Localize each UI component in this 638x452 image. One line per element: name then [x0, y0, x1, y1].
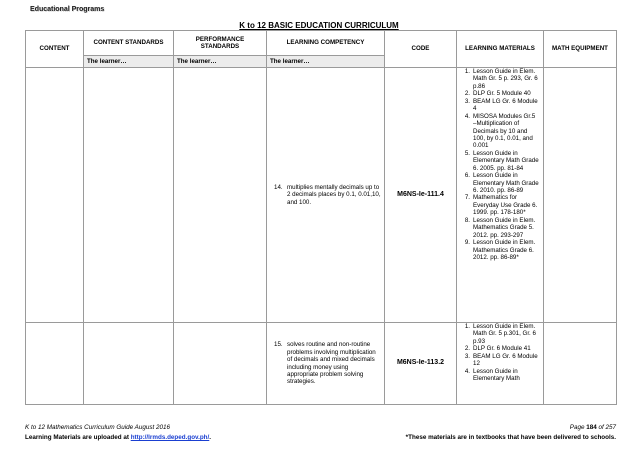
material-number: 9.: [464, 239, 470, 247]
content-standards-cell: [84, 323, 174, 405]
material-item: [460, 323, 540, 345]
material-text: Lesson Guide in Elem. Math Gr. 5 p. 293, Gr. 6 p.86: [473, 68, 538, 90]
material-number: 3.: [464, 97, 470, 105]
competency-cell: [267, 68, 385, 323]
material-text: BEAM LG Gr. 6 Module 4: [473, 97, 538, 113]
material-text: MISOSA Modules Gr.5 –Multiplication of Decimals by 10 and 100, by 0.1, 0.01, and 0.001: [473, 112, 536, 150]
material-text: DLP Gr. 6 Module 41: [473, 345, 531, 353]
content-cell: [26, 68, 84, 323]
code-cell: M6NS-Ie-111.4: [385, 68, 457, 323]
material-item: [460, 68, 540, 90]
material-number: 7.: [464, 194, 470, 202]
document-title: K to 12 BASIC EDUCATION CURRICULUM: [239, 21, 399, 30]
subheader-content-standards: The learner…: [84, 56, 174, 68]
material-item: [460, 150, 540, 172]
material-item: [460, 90, 540, 97]
header-row: [26, 31, 617, 56]
materials-list: [460, 68, 540, 261]
materials-cell: [457, 323, 544, 405]
table-row: [26, 68, 617, 323]
material-item: [460, 239, 540, 261]
material-number: 4.: [464, 112, 470, 120]
equipment-cell: [544, 68, 617, 323]
equipment-cell: [544, 323, 617, 405]
material-item: [460, 172, 540, 194]
footer-guide-title: K to 12 Mathematics Curriculum Guide August 2016: [25, 424, 171, 431]
material-item: [460, 353, 540, 368]
material-number: 8.: [464, 216, 470, 224]
header-learning-materials: LEARNING MATERIALS: [457, 31, 544, 68]
competency-number: 14.: [274, 183, 283, 191]
materials-cell: [457, 68, 544, 323]
material-item: [460, 113, 540, 150]
material-number: 2.: [464, 90, 470, 98]
content-standards-cell: [84, 68, 174, 323]
competency-cell: [267, 323, 385, 405]
watermark: Educational Programs: [30, 6, 105, 13]
material-text: Lesson Guide in Elem. Mathematics Grade 6. 2012. pp. 86-89*: [473, 239, 536, 261]
material-text: Lesson Guide in Elementary Math: [473, 367, 520, 383]
material-item: [460, 98, 540, 113]
material-item: [460, 368, 540, 383]
competency-text: solves routine and non-routine problems involving multiplication of decimals and mixed decimals including money using appropriate problem solving strategies.: [287, 341, 376, 386]
material-text: Lesson Guide in Elementary Math Grade 6. 2010. pp. 86-89: [473, 172, 539, 194]
competency-number: 15.: [274, 341, 283, 349]
material-text: Lesson Guide in Elem. Math Gr. 5 p.301, Gr. 6 p.93: [473, 323, 536, 345]
material-item: [460, 345, 540, 352]
code-cell: M6NS-Ie-113.2: [385, 323, 457, 405]
material-text: BEAM LG Gr. 6 Module 12: [473, 352, 538, 368]
header-learning-competency: LEARNING COMPETENCY: [267, 31, 385, 56]
curriculum-table: [25, 30, 617, 405]
material-number: 1.: [464, 68, 470, 75]
content-cell: [26, 323, 84, 405]
material-text: DLP Gr. 5 Module 40: [473, 90, 531, 98]
competency-text: multiplies mentally decimals up to 2 decimals places by 0.1, 0.01,10, and 100.: [287, 183, 381, 206]
material-text: Mathematics for Everyday Use Grade 6. 1999. pp. 178-180*: [473, 194, 538, 217]
footer-upload-note: Learning Materials are uploaded at http://lrmds.deped.gov.ph/.: [25, 434, 212, 441]
material-number: 2.: [464, 345, 470, 353]
performance-standards-cell: [174, 323, 267, 405]
material-number: 1.: [464, 323, 470, 330]
subheader-learning-competency: The learner…: [267, 56, 385, 68]
header-math-equipment: MATH EQUIPMENT: [544, 31, 617, 68]
material-item: [460, 194, 540, 216]
table-row: [26, 323, 617, 405]
material-text: Lesson Guide in Elem. Mathematics Grade 5. 2012. pp. 293-297: [473, 216, 536, 239]
subheader-performance-standards: The learner…: [174, 56, 267, 68]
header-content: CONTENT: [26, 31, 84, 68]
header-content-standards: CONTENT STANDARDS: [84, 31, 174, 56]
materials-list: [460, 323, 540, 383]
material-text: Lesson Guide in Elementary Math Grade 6. 2005. pp. 81-84: [473, 149, 539, 172]
material-number: 4.: [464, 367, 470, 375]
lrmds-link[interactable]: http://lrmds.deped.gov.ph/: [130, 434, 210, 441]
material-item: [460, 217, 540, 239]
material-number: 6.: [464, 172, 470, 180]
page-number: Page 184 of 257: [569, 424, 616, 431]
footer-textbook-note: *These materials are in textbooks that have been delivered to schools.: [405, 434, 616, 441]
performance-standards-cell: [174, 68, 267, 323]
material-number: 3.: [464, 352, 470, 360]
material-number: 5.: [464, 149, 470, 157]
header-code: CODE: [385, 31, 457, 68]
header-performance-standards: PERFORMANCE STANDARDS: [174, 31, 267, 56]
